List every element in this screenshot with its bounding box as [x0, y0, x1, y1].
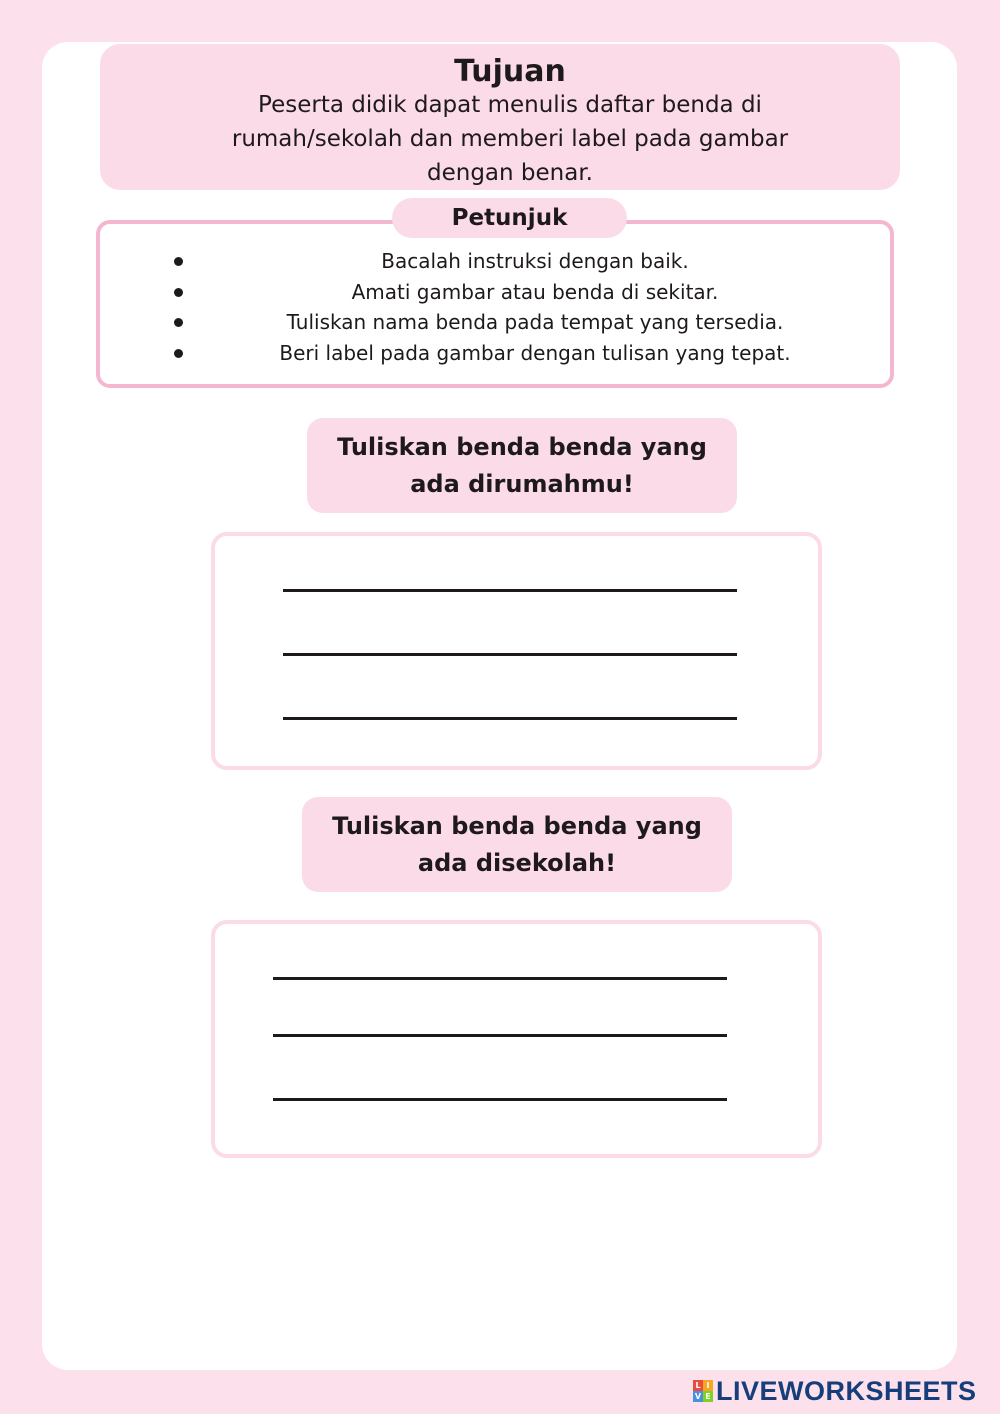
home-prompt-text: Tuliskan benda benda yang ada dirumahmu!	[337, 432, 707, 498]
liveworksheets-logo-icon	[693, 1380, 713, 1402]
bullet-icon	[174, 288, 183, 297]
school-answer-line-2[interactable]	[273, 1034, 727, 1037]
goal-text-line: Peserta didik dapat menulis daftar benda di	[258, 92, 762, 118]
logo-letter-l: L	[693, 1380, 703, 1391]
instruction-text: Bacalah instruksi dengan baik.	[381, 249, 689, 273]
home-answer-line-3[interactable]	[283, 717, 737, 720]
instruction-text: Amati gambar atau benda di sekitar.	[351, 279, 719, 304]
goal-title: Tujuan	[454, 54, 566, 89]
goal-text-line: dengan benar.	[427, 160, 593, 186]
home-answer-line-1[interactable]	[283, 589, 737, 592]
bullet-icon	[174, 257, 183, 266]
instructions-title: Petunjuk	[392, 198, 627, 238]
home-answer-box	[211, 532, 822, 770]
school-prompt-text: Tuliskan benda benda yang ada disekolah!	[332, 811, 702, 877]
instruction-text: Beri label pada gambar dengan tulisan yang tepat.	[279, 340, 791, 365]
goal-text	[100, 88, 920, 190]
instruction-text: Tuliskan nama benda pada tempat yang tersedia.	[286, 310, 784, 334]
school-answer-line-3[interactable]	[273, 1098, 727, 1101]
bullet-icon	[174, 349, 183, 358]
liveworksheets-logo[interactable]	[693, 1376, 977, 1406]
logo-letter-i: I	[703, 1380, 713, 1391]
school-prompt	[302, 797, 732, 892]
liveworksheets-brand: LIVEWORKSHEETS	[716, 1375, 977, 1406]
instruction-item	[170, 338, 870, 369]
logo-letter-e: E	[703, 1391, 713, 1402]
logo-letter-v: V	[694, 1392, 702, 1401]
school-answer-box	[211, 920, 822, 1158]
bullet-icon	[174, 318, 183, 327]
goal-text-line: rumah/sekolah dan memberi label pada gambar	[231, 126, 789, 152]
school-answer-line-1[interactable]	[273, 977, 727, 980]
home-prompt	[307, 418, 737, 513]
instruction-item	[170, 246, 870, 277]
instruction-item	[170, 277, 870, 308]
instructions-list	[170, 246, 870, 368]
home-answer-line-2[interactable]	[283, 653, 737, 656]
instruction-item	[170, 307, 870, 338]
